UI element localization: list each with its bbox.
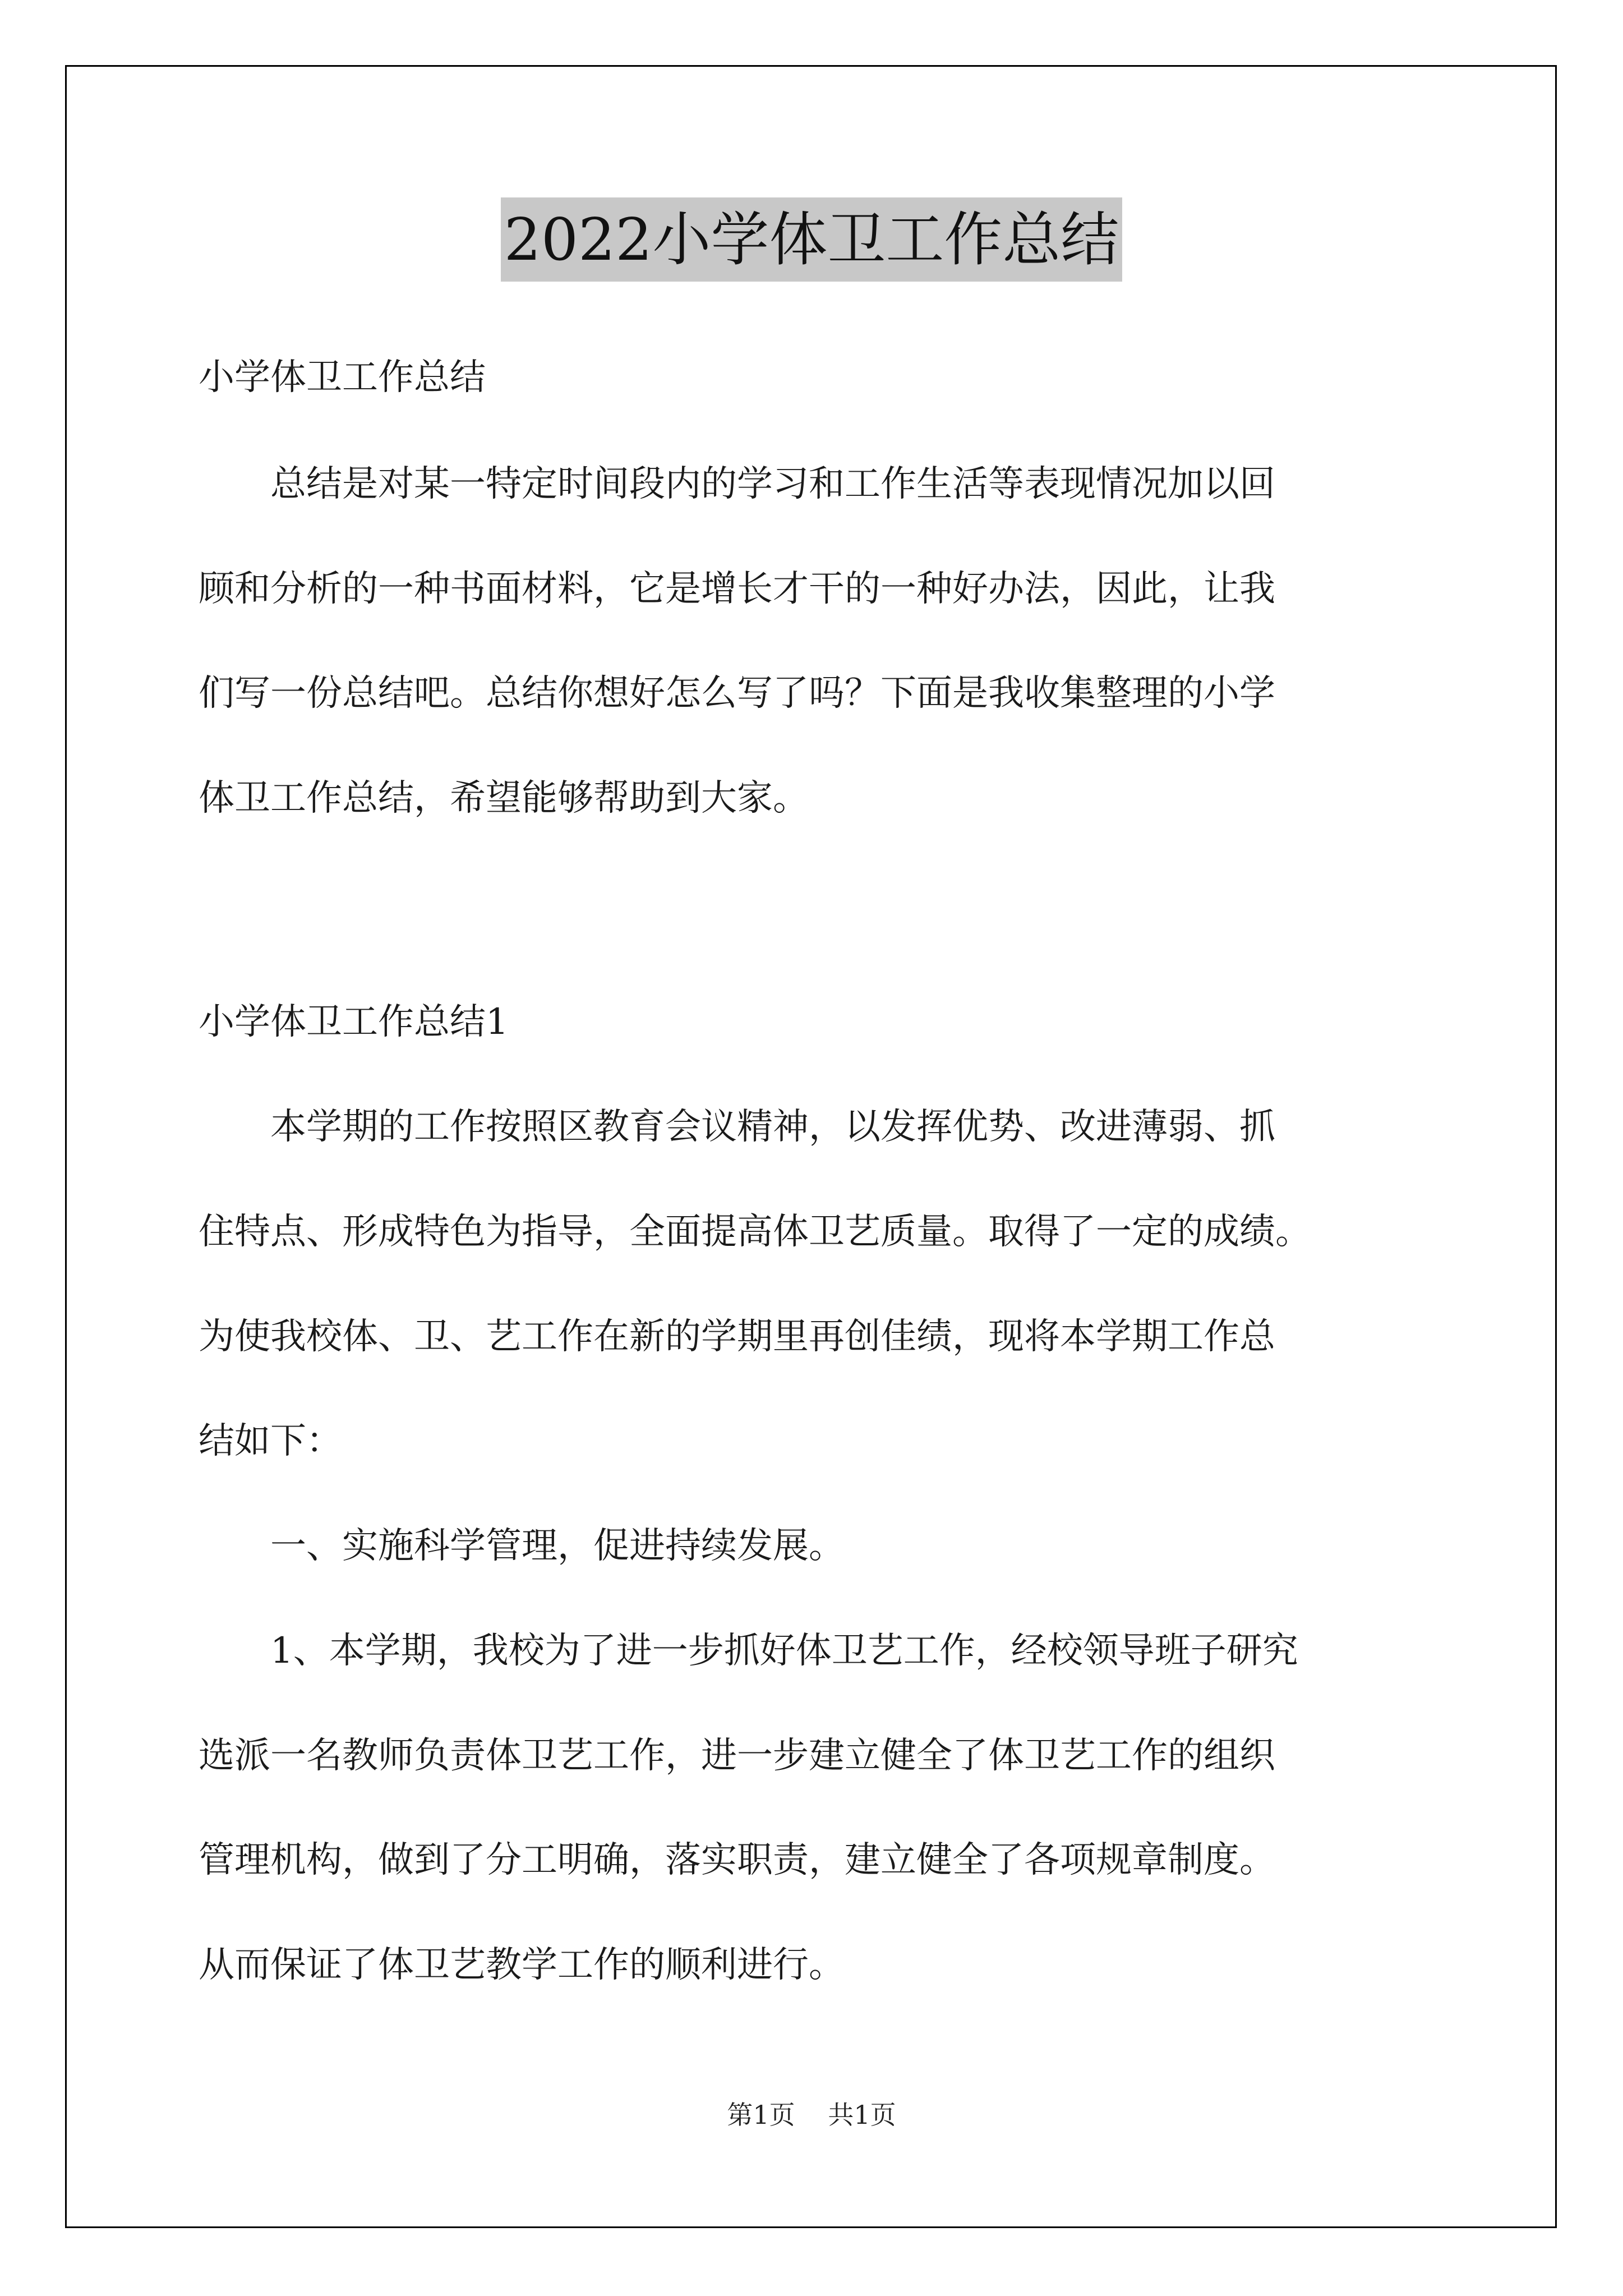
title-container: [0, 197, 1623, 282]
paragraph-line: 住特点、形成特色为指导，全面提高体卫艺质量。取得了一定的成绩。: [199, 1211, 1311, 1253]
paragraph-line: 从而保证了体卫艺教学工作的顺利进行。: [199, 1944, 845, 1986]
page-number: 第1页: [727, 2100, 795, 2130]
paragraph-line: 们写一份总结吧。总结你想好怎么写了吗？下面是我收集整理的小学: [199, 673, 1275, 714]
paragraph-line: 管理机构，做到了分工明确，落实职责，建立健全了各项规章制度。: [199, 1839, 1275, 1881]
paragraph-line: 本学期的工作按照区教育会议精神，以发挥优势、改进薄弱、抓: [199, 1106, 1275, 1148]
paragraph-line: 为使我校体、卫、艺工作在新的学期里再创佳绩，现将本学期工作总: [199, 1316, 1275, 1358]
paragraph-line: 一、实施科学管理，促进持续发展。: [199, 1525, 845, 1567]
paragraph-line: 1、本学期，我校为了进一步抓好体卫艺工作，经校领导班子研究: [199, 1630, 1298, 1672]
paragraph-line: 选派一名教师负责体卫艺工作，进一步建立健全了体卫艺工作的组织: [199, 1735, 1275, 1777]
page-footer: [0, 2098, 1623, 2132]
page-total: 共1页: [828, 2100, 896, 2130]
document-title: 2022小学体卫工作总结: [501, 197, 1123, 282]
paragraph-line: 结如下：: [199, 1420, 342, 1462]
paragraph-line: 体卫工作总结，希望能够帮助到大家。: [199, 777, 809, 819]
paragraph-line: 顾和分析的一种书面材料，它是增长才干的一种好办法，因此，让我: [199, 568, 1275, 610]
subtitle: 小学体卫工作总结: [199, 357, 486, 398]
paragraph-line: 总结是对某一特定时间段内的学习和工作生活等表现情况加以回: [199, 463, 1275, 505]
section-heading: 小学体卫工作总结1: [199, 1001, 509, 1043]
